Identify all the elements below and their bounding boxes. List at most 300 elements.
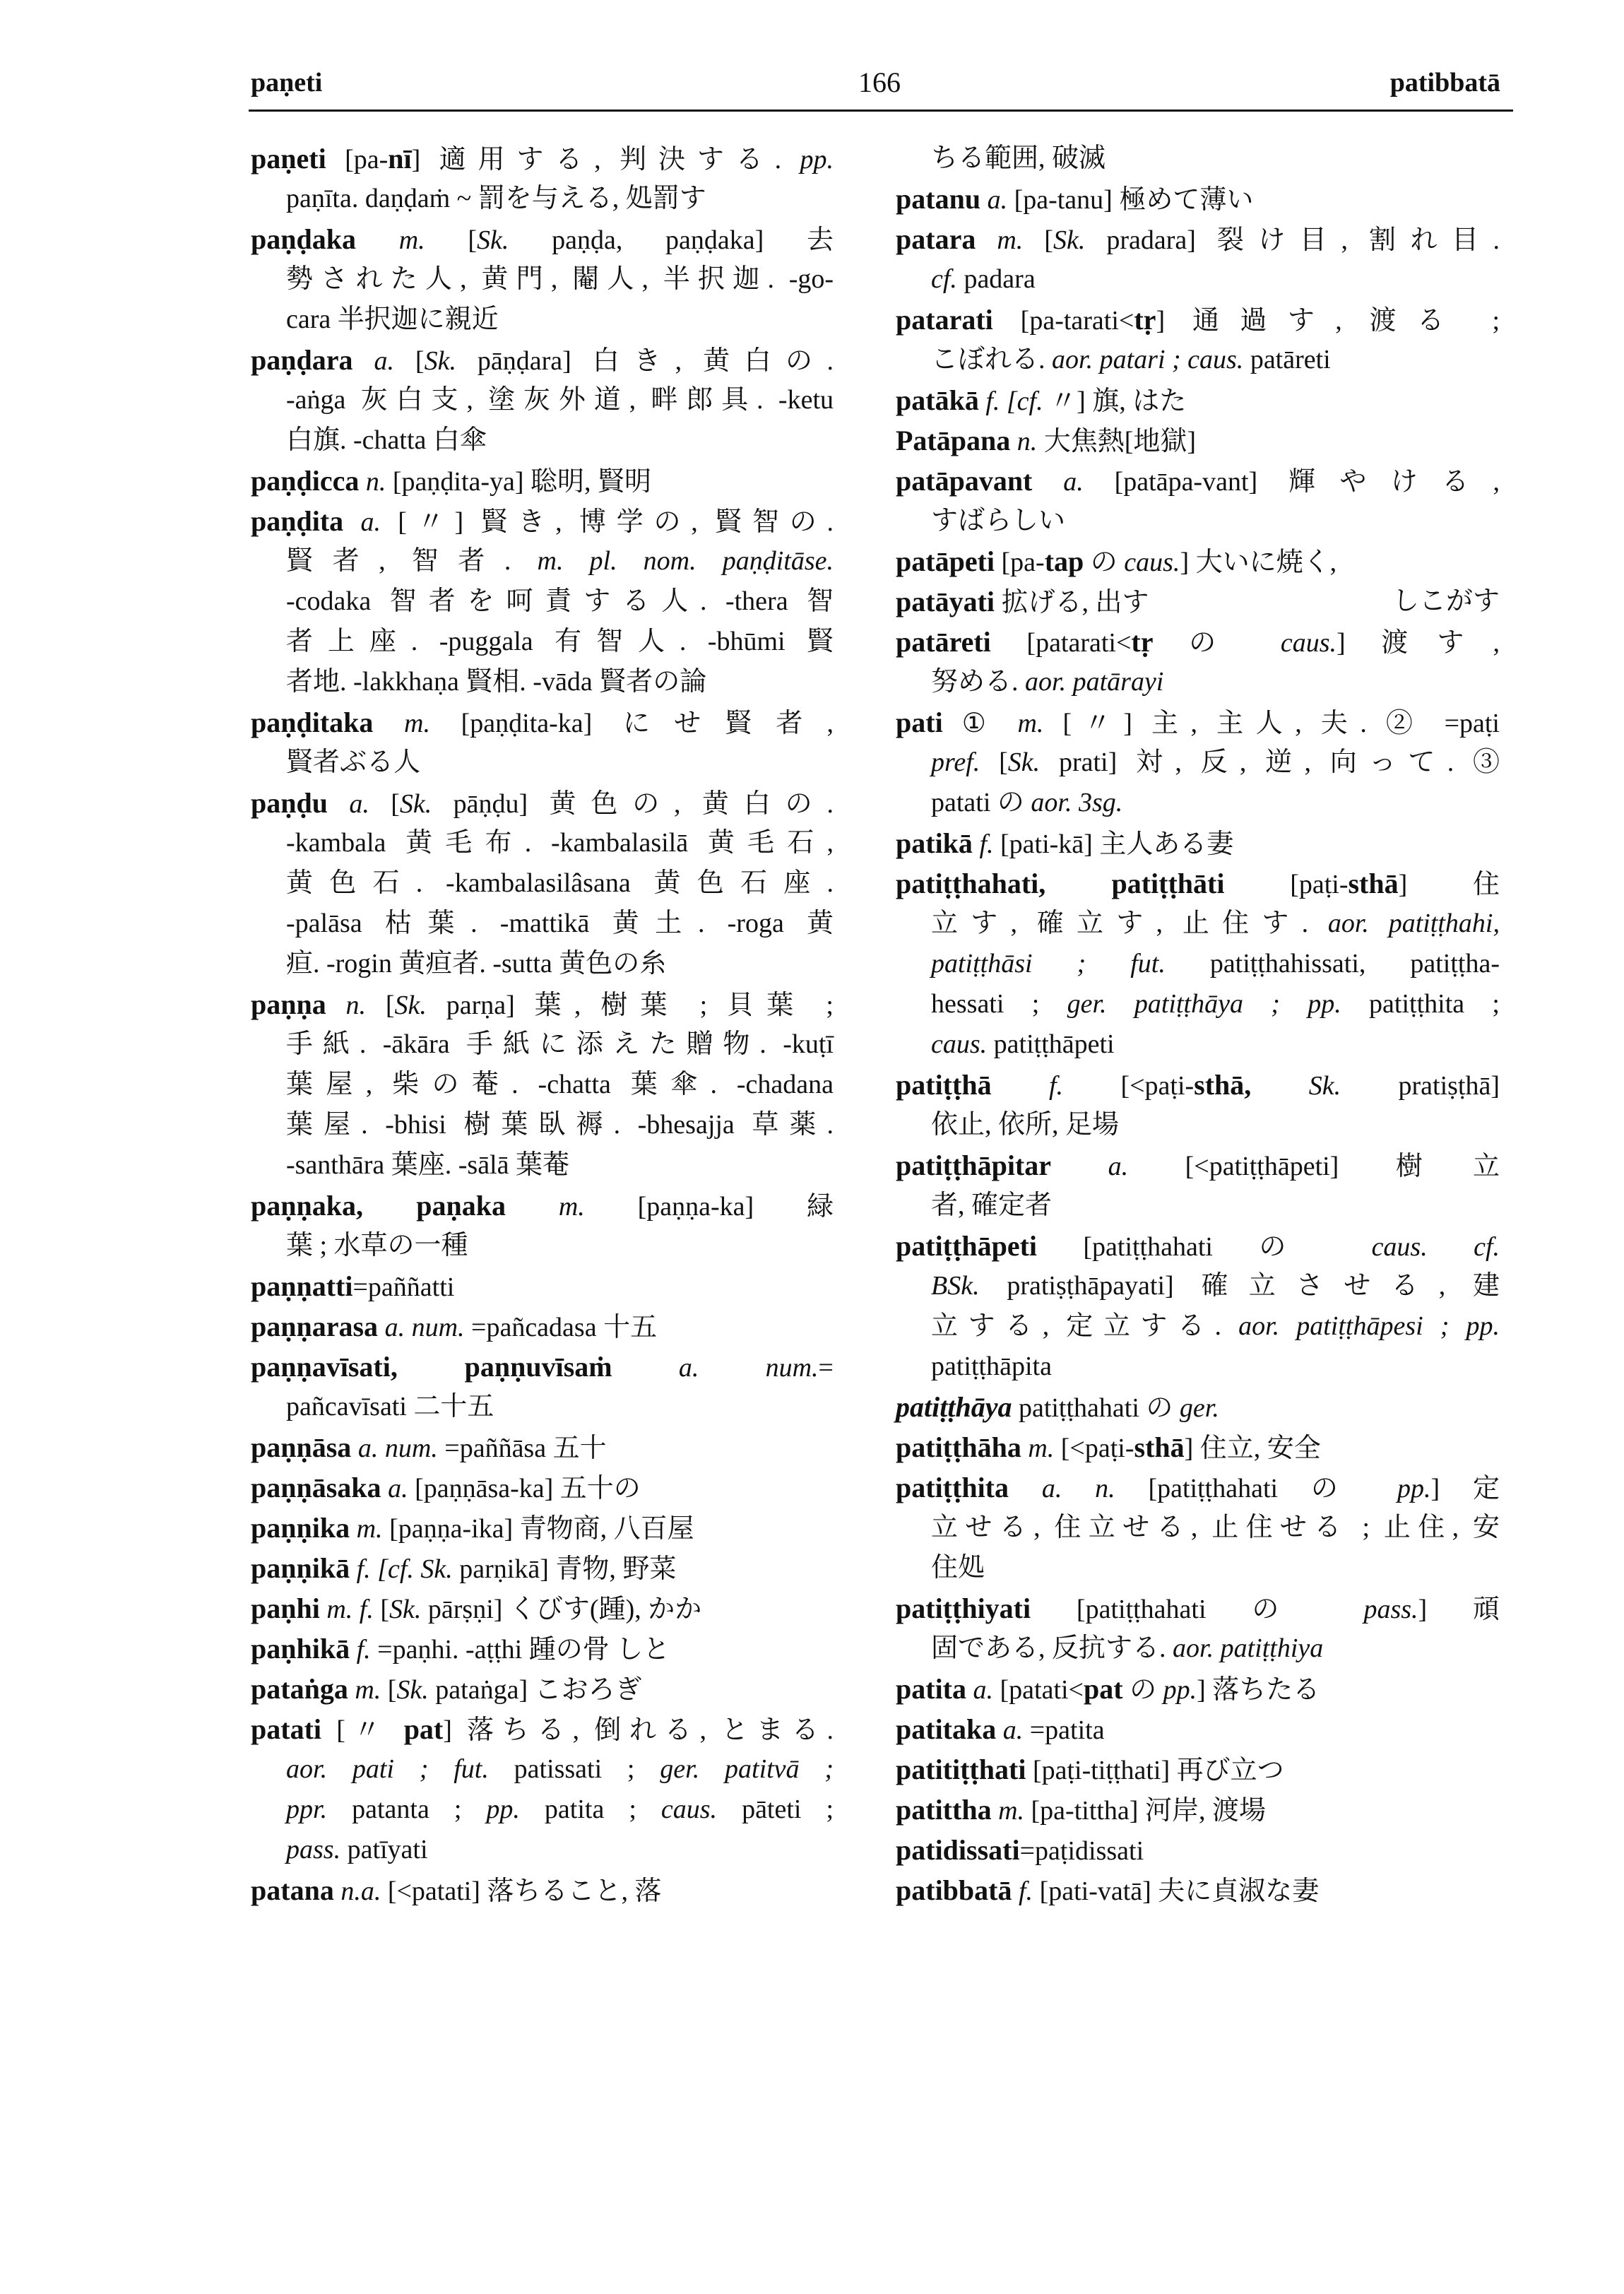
entry-line: [896, 1749, 1500, 1790]
definition-text: patita ;: [544, 1795, 661, 1824]
entry-line: [251, 219, 834, 259]
entry-line: [896, 904, 1500, 944]
definition-text: patanta ;: [352, 1795, 487, 1824]
entry-line: [896, 380, 1500, 420]
grammar-abbreviation: pass.: [1363, 1595, 1418, 1624]
entry-line: [251, 380, 834, 420]
grammar-abbreviation: a.: [1032, 467, 1115, 497]
entry-line: [896, 1226, 1500, 1266]
page-number: 166: [858, 66, 901, 98]
grammar-abbreviation: caus.: [1280, 628, 1336, 658]
entry-line: [251, 1790, 834, 1830]
grammar-abbreviation: f.: [991, 1071, 1121, 1101]
entry-line: [896, 1628, 1500, 1669]
entry-line: [896, 1105, 1500, 1145]
definition-text: patiṭṭhāpeti: [993, 1029, 1115, 1059]
grammar-abbreviation: a.: [327, 789, 391, 819]
grammar-abbreviation: caus.: [1124, 548, 1180, 577]
definition-text: hessati ;: [931, 989, 1067, 1019]
grammar-abbreviation: Sk.: [396, 1675, 429, 1705]
entry-line: [896, 984, 1500, 1024]
definition-text: pañcavīsati 二十五: [286, 1392, 494, 1421]
headword: patitaka: [896, 1713, 997, 1745]
dictionary-entry: [251, 1347, 834, 1427]
headword: tap: [1044, 545, 1084, 577]
dictionary-entry: [251, 1588, 834, 1628]
entry-line: [896, 1709, 1500, 1749]
dictionary-entry: [896, 179, 1500, 219]
definition-text: [pa-tanu] 極めて薄い: [1014, 185, 1254, 215]
grammar-abbreviation: a.: [352, 346, 415, 376]
dictionary-entry: [251, 1186, 834, 1266]
grammar-abbreviation: m.: [1017, 709, 1044, 738]
dictionary-entry: [896, 1790, 1500, 1830]
definition-text: pratiṣṭhāpayati] 確立させる, 建: [1007, 1271, 1500, 1301]
definition-text: こぼれる.: [931, 345, 1053, 374]
headword: pati: [896, 706, 943, 738]
headword: patiṭṭhiyati: [896, 1592, 1031, 1624]
grammar-abbreviation: n.a.: [333, 1876, 388, 1906]
definition-text: 白旗. -chatta 白傘: [286, 425, 487, 455]
dictionary-entry: [896, 622, 1500, 702]
grammar-abbreviation: m. f.: [319, 1595, 381, 1624]
definition-text: [pati-kā] 主人ある妻: [1000, 829, 1234, 859]
definition-text: pāteti ;: [742, 1795, 834, 1824]
definition-text: ] 定: [1430, 1474, 1500, 1503]
headword: sthā: [1348, 868, 1399, 899]
grammar-abbreviation: a. num.: [378, 1313, 472, 1342]
entry-line: [251, 300, 834, 340]
headword: patikā: [896, 827, 973, 859]
dictionary-entry: [896, 219, 1500, 300]
definition-text: 依止, 依所, 足場: [931, 1110, 1120, 1140]
entry-line: [251, 1467, 834, 1508]
entry-line: [896, 1024, 1500, 1065]
entry-line: [251, 541, 834, 581]
grammar-abbreviation: aor. patari ; caus.: [1052, 345, 1250, 374]
entry-line: [251, 1065, 834, 1105]
grammar-abbreviation: m.: [348, 1675, 388, 1705]
headword: Patāpana: [896, 425, 1011, 456]
grammar-abbreviation: aor. patiṭṭhiya: [1173, 1633, 1324, 1663]
headword: patākā: [896, 384, 979, 416]
headword: tṛ: [1134, 304, 1156, 336]
grammar-abbreviation: aor. patiṭṭhāpesi ; pp.: [1238, 1311, 1500, 1341]
dictionary-entry: [896, 1588, 1500, 1669]
headword: paṇṇatti: [251, 1270, 353, 1302]
grammar-abbreviation: n.: [359, 467, 393, 497]
headword: sthā: [1134, 1431, 1185, 1463]
definition-text: 〃] 旗, はた: [1050, 386, 1187, 416]
definition-text: しこがす: [1392, 586, 1500, 616]
dictionary-entry: [896, 1226, 1500, 1387]
definition-text: [paṇṇāsa-ka] 五十の: [415, 1474, 641, 1503]
grammar-abbreviation: f.: [1012, 1876, 1040, 1906]
grammar-abbreviation: m.: [976, 225, 1045, 255]
dictionary-entry: [251, 984, 834, 1186]
definition-text: 固である, 反抗する.: [931, 1633, 1173, 1663]
grammar-abbreviation: pass.: [286, 1835, 348, 1864]
dictionary-entry: [251, 1709, 834, 1870]
dictionary-entry: [251, 501, 834, 702]
headword: patiṭṭhā: [896, 1069, 992, 1101]
grammar-abbreviation: n.: [1010, 427, 1044, 456]
grammar-abbreviation: aor. pati ; fut.: [286, 1754, 514, 1784]
entry-line: [896, 1467, 1500, 1508]
entry-line: [251, 944, 834, 984]
definition-text: [patiṭṭhahati の: [1037, 1232, 1372, 1262]
definition-text: [: [1044, 225, 1053, 255]
definition-text: [pa-: [995, 548, 1045, 577]
grammar-abbreviation: n.: [326, 991, 386, 1020]
grammar-abbreviation: ger. patitvā ;: [660, 1754, 834, 1784]
grammar-abbreviation: aor. patārayi: [1025, 667, 1164, 697]
headword: patana: [251, 1874, 334, 1906]
entry-line: [251, 1306, 834, 1347]
dictionary-entry: [251, 1669, 834, 1709]
grammar-abbreviation: Sk.: [399, 789, 432, 819]
definition-text: pratiṣṭhā]: [1398, 1071, 1500, 1101]
headword: patara: [896, 223, 976, 255]
definition-text: すばらしい: [931, 506, 1066, 536]
dictionary-entry: [896, 581, 1500, 622]
headword: patiṭṭhita: [896, 1472, 1009, 1503]
entry-line: [251, 1749, 834, 1790]
entry-line: [896, 1145, 1500, 1186]
grammar-abbreviation: pp.: [800, 145, 834, 175]
headword: patitiṭṭhati: [896, 1754, 1026, 1785]
grammar-abbreviation: m.: [373, 709, 461, 738]
entry-line: [251, 1628, 834, 1669]
definition-text: [pa-tittha] 河岸, 渡場: [1031, 1796, 1266, 1826]
definition-text: [patati<: [1000, 1675, 1084, 1705]
entry-line: [896, 1306, 1500, 1347]
grammar-abbreviation: Sk.: [1053, 225, 1086, 255]
entry-line: [251, 1387, 834, 1427]
headword: pat: [1084, 1673, 1123, 1705]
entry-line: [251, 1669, 834, 1709]
definition-text: =patita: [1029, 1715, 1105, 1745]
grammar-abbreviation: Sk.: [1251, 1071, 1399, 1101]
entry-line: [251, 1226, 834, 1266]
definition-text: [paṇṇa-ika] 青物商, 八百屋: [389, 1514, 694, 1544]
dictionary-entry: [896, 420, 1500, 461]
headword: paṇḍicca: [251, 465, 360, 497]
definition-text: の: [1122, 1675, 1163, 1705]
dictionary-entry: [896, 1467, 1500, 1588]
definition-text: 立せる, 住立せる, 止住せる ; 止住, 安: [931, 1513, 1500, 1542]
headword: patiṭṭhāha: [896, 1431, 1021, 1463]
definition-text: paṇīta. daṇḍaṁ ~ 罰を与える, 処罰す: [286, 184, 706, 213]
entry-line: [251, 1548, 834, 1588]
definition-text: =paṇhi. -aṭṭhi 踵の骨 しと: [377, 1635, 670, 1665]
entry-line: [251, 863, 834, 904]
entry-line: [896, 179, 1500, 219]
grammar-abbreviation: Sk.: [389, 1595, 422, 1624]
definition-text: 勢された人, 黄門, 閹人, 半択迦. -go-: [286, 264, 834, 294]
entry-line: [896, 461, 1500, 501]
headword: patiṭṭhāpitar: [896, 1149, 1051, 1181]
entry-line: [251, 702, 834, 743]
definition-text: ちる範囲, 破滅: [931, 143, 1106, 173]
headword: paṇeti: [251, 143, 326, 175]
headword: paṇṇika: [251, 1512, 350, 1544]
entry-line: [896, 300, 1500, 340]
definition-text: [paṭi-: [1224, 870, 1349, 899]
entry-line: [896, 1790, 1500, 1830]
definition-text: pāṇḍara] 白き, 黄白の.: [456, 346, 834, 376]
grammar-abbreviation: a.: [381, 1474, 415, 1503]
entry-line: [896, 541, 1500, 581]
definition-text: ] 落ちたる: [1197, 1675, 1320, 1705]
right-column: [896, 138, 1500, 1910]
headword: paṇṇaka, paṇaka: [251, 1190, 506, 1222]
headword: paṇhikā: [251, 1633, 350, 1665]
grammar-abbreviation: f.: [972, 829, 1000, 859]
grammar-abbreviation: caus.: [931, 1029, 994, 1059]
definition-text: patiṭṭhita ;: [1369, 989, 1500, 1019]
grammar-abbreviation: aor. 3sg.: [1031, 788, 1123, 817]
grammar-abbreviation: ger. patiṭṭhāya ; pp.: [1067, 989, 1370, 1019]
grammar-abbreviation: a.: [1051, 1152, 1185, 1181]
grammar-abbreviation: m.: [355, 225, 468, 255]
entry-line: [251, 1145, 834, 1186]
grammar-abbreviation: ger.: [1179, 1393, 1219, 1423]
entry-line: [251, 823, 834, 863]
definition-text: 葉 ; 水草の一種: [286, 1231, 468, 1260]
headword: patidissati: [896, 1834, 1020, 1866]
definition-text: -aṅga 灰白支, 塗灰外道, 畔郎具. -ketu: [286, 385, 834, 415]
headword: paṇṇikā: [251, 1552, 350, 1584]
entry-line: [251, 138, 834, 179]
grammar-abbreviation: ppr.: [286, 1795, 352, 1824]
headword: patittha: [896, 1794, 992, 1826]
definition-text: ] 渡す,: [1336, 628, 1500, 658]
entry-line: [896, 702, 1500, 743]
dictionary-entry: [251, 340, 834, 461]
headword: patarati: [896, 304, 993, 336]
definition-text: [: [391, 789, 400, 819]
entry-line: [251, 581, 834, 622]
dictionary-entry: [896, 380, 1500, 420]
entry-line: [251, 783, 834, 823]
definition-text: pāṇḍu] 黄色の, 黄白の.: [432, 789, 834, 819]
entry-line: [896, 1588, 1500, 1628]
entry-line: [251, 622, 834, 662]
definition-text: 大焦熱[地獄]: [1043, 427, 1197, 456]
definition-text: ] 適用する, 判決する.: [411, 145, 800, 175]
headword: patiṭṭhāpeti: [896, 1230, 1037, 1262]
grammar-abbreviation: caus. cf.: [1371, 1232, 1500, 1262]
entry-line: [251, 1347, 834, 1387]
dictionary-entry: [251, 1870, 834, 1910]
definition-text: [: [415, 346, 425, 376]
entry-line: [251, 461, 834, 501]
entry-line: [251, 1024, 834, 1065]
grammar-abbreviation: m.: [350, 1514, 390, 1544]
headword: patati: [251, 1713, 321, 1745]
definition-text: =: [818, 1353, 834, 1383]
entry-line: [896, 501, 1500, 541]
dictionary-entry: [896, 1145, 1500, 1226]
definition-text: [paṇḍita-ya] 聡明, 賢明: [392, 467, 652, 497]
definition-text: 者, 確定者: [931, 1190, 1053, 1220]
headword: sthā,: [1194, 1069, 1252, 1101]
definition-text: ①: [942, 709, 1018, 738]
entry-line: [251, 1105, 834, 1145]
grammar-abbreviation: Sk.: [394, 991, 427, 1020]
definition-text: patiṭṭhahati の: [1012, 1393, 1180, 1423]
entry-line: [896, 1427, 1500, 1467]
headword: patiṭṭhahati, patiṭṭhāti: [896, 868, 1225, 899]
definition-text: 疸. -rogin 黄疸者. -sutta 黄色の糸: [286, 949, 667, 979]
definition-text: cara 半択迦に親近: [286, 305, 499, 334]
dictionary-entry: [896, 1709, 1500, 1749]
definition-text: -kambala 黄毛布. -kambalasilā 黄毛石,: [286, 828, 834, 858]
definition-text: の: [1153, 628, 1281, 658]
dictionary-entry: [896, 1065, 1500, 1145]
entry-line: [896, 622, 1500, 662]
dictionary-entry: [896, 863, 1500, 1065]
definition-text: 立する, 定立する.: [931, 1311, 1239, 1341]
entry-line: [251, 984, 834, 1024]
grammar-abbreviation: a.: [343, 507, 398, 537]
grammar-abbreviation: caus.: [660, 1795, 742, 1824]
definition-text: [〃] 主, 主人, 夫. ② =paṭi: [1043, 709, 1500, 738]
dictionary-entry: [251, 461, 834, 501]
definition-text: patīyati: [347, 1835, 428, 1864]
dictionary-entry: [251, 783, 834, 984]
definition-text: -palāsa 枯葉. -mattikā 黄土. -roga 黄: [286, 909, 834, 938]
definition-text: [: [999, 747, 1008, 777]
entry-line: [896, 420, 1500, 461]
entry-line: [896, 823, 1500, 863]
header-rule: [249, 110, 1513, 112]
dictionary-entry: [896, 541, 1500, 581]
dictionary-entry: [251, 1427, 834, 1467]
dictionary-entry: [251, 1628, 834, 1669]
grammar-abbreviation: Sk.: [1007, 747, 1041, 777]
definition-text: 葉屋. -bhisi 樹葉臥褥. -bhesajja 草薬.: [286, 1110, 834, 1140]
entry-line: [896, 138, 1500, 179]
dictionary-entry: [251, 219, 834, 340]
headword: paṇṇāsaka: [251, 1472, 381, 1503]
entry-line: [896, 1830, 1500, 1870]
entry-line: [896, 944, 1500, 984]
headword: nī: [388, 143, 412, 175]
grammar-abbreviation: f.: [350, 1635, 378, 1665]
dictionary-entry: [896, 1749, 1500, 1790]
definition-text: 手紙. -ākāra 手紙に添えた贈物. -kuṭī: [286, 1029, 834, 1059]
definition-text: 賢者ぶる人: [286, 747, 421, 777]
definition-text: [: [385, 991, 395, 1020]
headword: patanu: [896, 183, 981, 215]
headword: patāyati: [896, 586, 995, 617]
grammar-abbreviation: a. num.: [612, 1353, 819, 1383]
entry-line: [251, 904, 834, 944]
definition-text: [paṭi-tiṭṭhati] 再び立つ: [1026, 1756, 1284, 1785]
definition-text: patāreti: [1250, 345, 1331, 374]
headword: patiṭṭhāya: [896, 1391, 1012, 1423]
definition-text: prati] 対, 反, 逆, 向って. ③: [1040, 747, 1500, 777]
headword: patāpavant: [896, 465, 1033, 497]
dictionary-entry: [896, 1830, 1500, 1870]
headword: paṇṇavīsati, paṇṇuvīsaṁ: [251, 1351, 612, 1383]
definition-text: [〃] 賢き, 博学の, 賢智の.: [398, 507, 834, 537]
definition-text: [paṇḍita-ka] にせ賢者,: [461, 709, 834, 738]
entry-line: [896, 1186, 1500, 1226]
definition-text: [pa-tarati<: [992, 306, 1134, 336]
definition-text: pradara] 裂け目, 割れ目.: [1085, 225, 1500, 255]
dictionary-entry: [251, 1467, 834, 1508]
headword: paṇḍita: [251, 505, 344, 537]
grammar-abbreviation: m.: [1021, 1433, 1061, 1463]
headword: paṇḍitaka: [251, 706, 374, 738]
dictionary-entry: [251, 1548, 834, 1588]
dictionary-entry: [251, 702, 834, 783]
definition-text: [<patiṭṭhāpeti] 樹立: [1185, 1152, 1500, 1181]
definition-text: 葉屋, 柴の菴. -chatta 葉傘. -chadana: [286, 1070, 834, 1099]
headword: paṇṇāsa: [251, 1431, 352, 1463]
entry-line: [896, 1669, 1500, 1709]
definition-text: 者地. -lakkhaṇa 賢相. -vāda 賢者の論: [286, 667, 707, 697]
definition-text: [paṇṇa-ka] 緑: [637, 1192, 834, 1222]
definition-text: paṇḍa, paṇḍaka] 去: [509, 225, 834, 255]
dictionary-entry: [896, 1669, 1500, 1709]
definition-text: pārṣṇi] くびす(踵), かか: [421, 1595, 702, 1624]
definition-text: [: [387, 1675, 397, 1705]
definition-text: patissati ;: [514, 1754, 660, 1784]
headword: paṇhi: [251, 1592, 320, 1624]
grammar-abbreviation: f. [cf.: [978, 386, 1050, 416]
entry-line: [251, 259, 834, 300]
dictionary-entry: [896, 1427, 1500, 1467]
dictionary-entry: [251, 1266, 834, 1306]
grammar-abbreviation: m.: [506, 1192, 638, 1222]
definition-text: 努める.: [931, 667, 1026, 697]
grammar-abbreviation: cf.: [931, 264, 964, 294]
headword: paṇṇarasa: [251, 1311, 379, 1342]
headword: patita: [896, 1673, 966, 1705]
dictionary-entry: [896, 461, 1500, 541]
definition-text: 立す, 確立す, 止住す.: [931, 909, 1328, 938]
entry-line: [896, 1266, 1500, 1306]
grammar-abbreviation: patiṭṭhāsi ; fut.: [931, 949, 1210, 979]
dictionary-entry: [896, 1870, 1500, 1910]
entry-line: [251, 420, 834, 461]
entry-line: [896, 783, 1500, 823]
definition-text: ] 落ちる, 倒れる, とまる.: [443, 1715, 834, 1745]
running-head-right: patibbatā: [1389, 68, 1500, 97]
headword: paṇḍu: [251, 787, 328, 819]
entry-line: [896, 581, 1500, 622]
entry-line: [251, 1588, 834, 1628]
definition-text: 拡げる, 出す: [995, 588, 1149, 617]
grammar-abbreviation: Sk.: [424, 346, 456, 376]
dictionary-entry: [251, 1306, 834, 1347]
definition-text: padara: [964, 264, 1036, 294]
headword: paṇḍara: [251, 344, 353, 376]
definition-text: [: [380, 1595, 390, 1624]
definition-text: 賢者, 智者.: [286, 546, 538, 576]
grammar-abbreviation: pp.: [486, 1795, 545, 1824]
headword: pat: [403, 1713, 444, 1745]
entry-line: [896, 1870, 1500, 1910]
definition-text: patiṭṭhāpita: [931, 1352, 1052, 1381]
entry-line: [251, 1870, 834, 1910]
grammar-abbreviation: m.: [991, 1796, 1031, 1826]
definition-text: ] 通過す, 渡る ;: [1156, 306, 1500, 336]
